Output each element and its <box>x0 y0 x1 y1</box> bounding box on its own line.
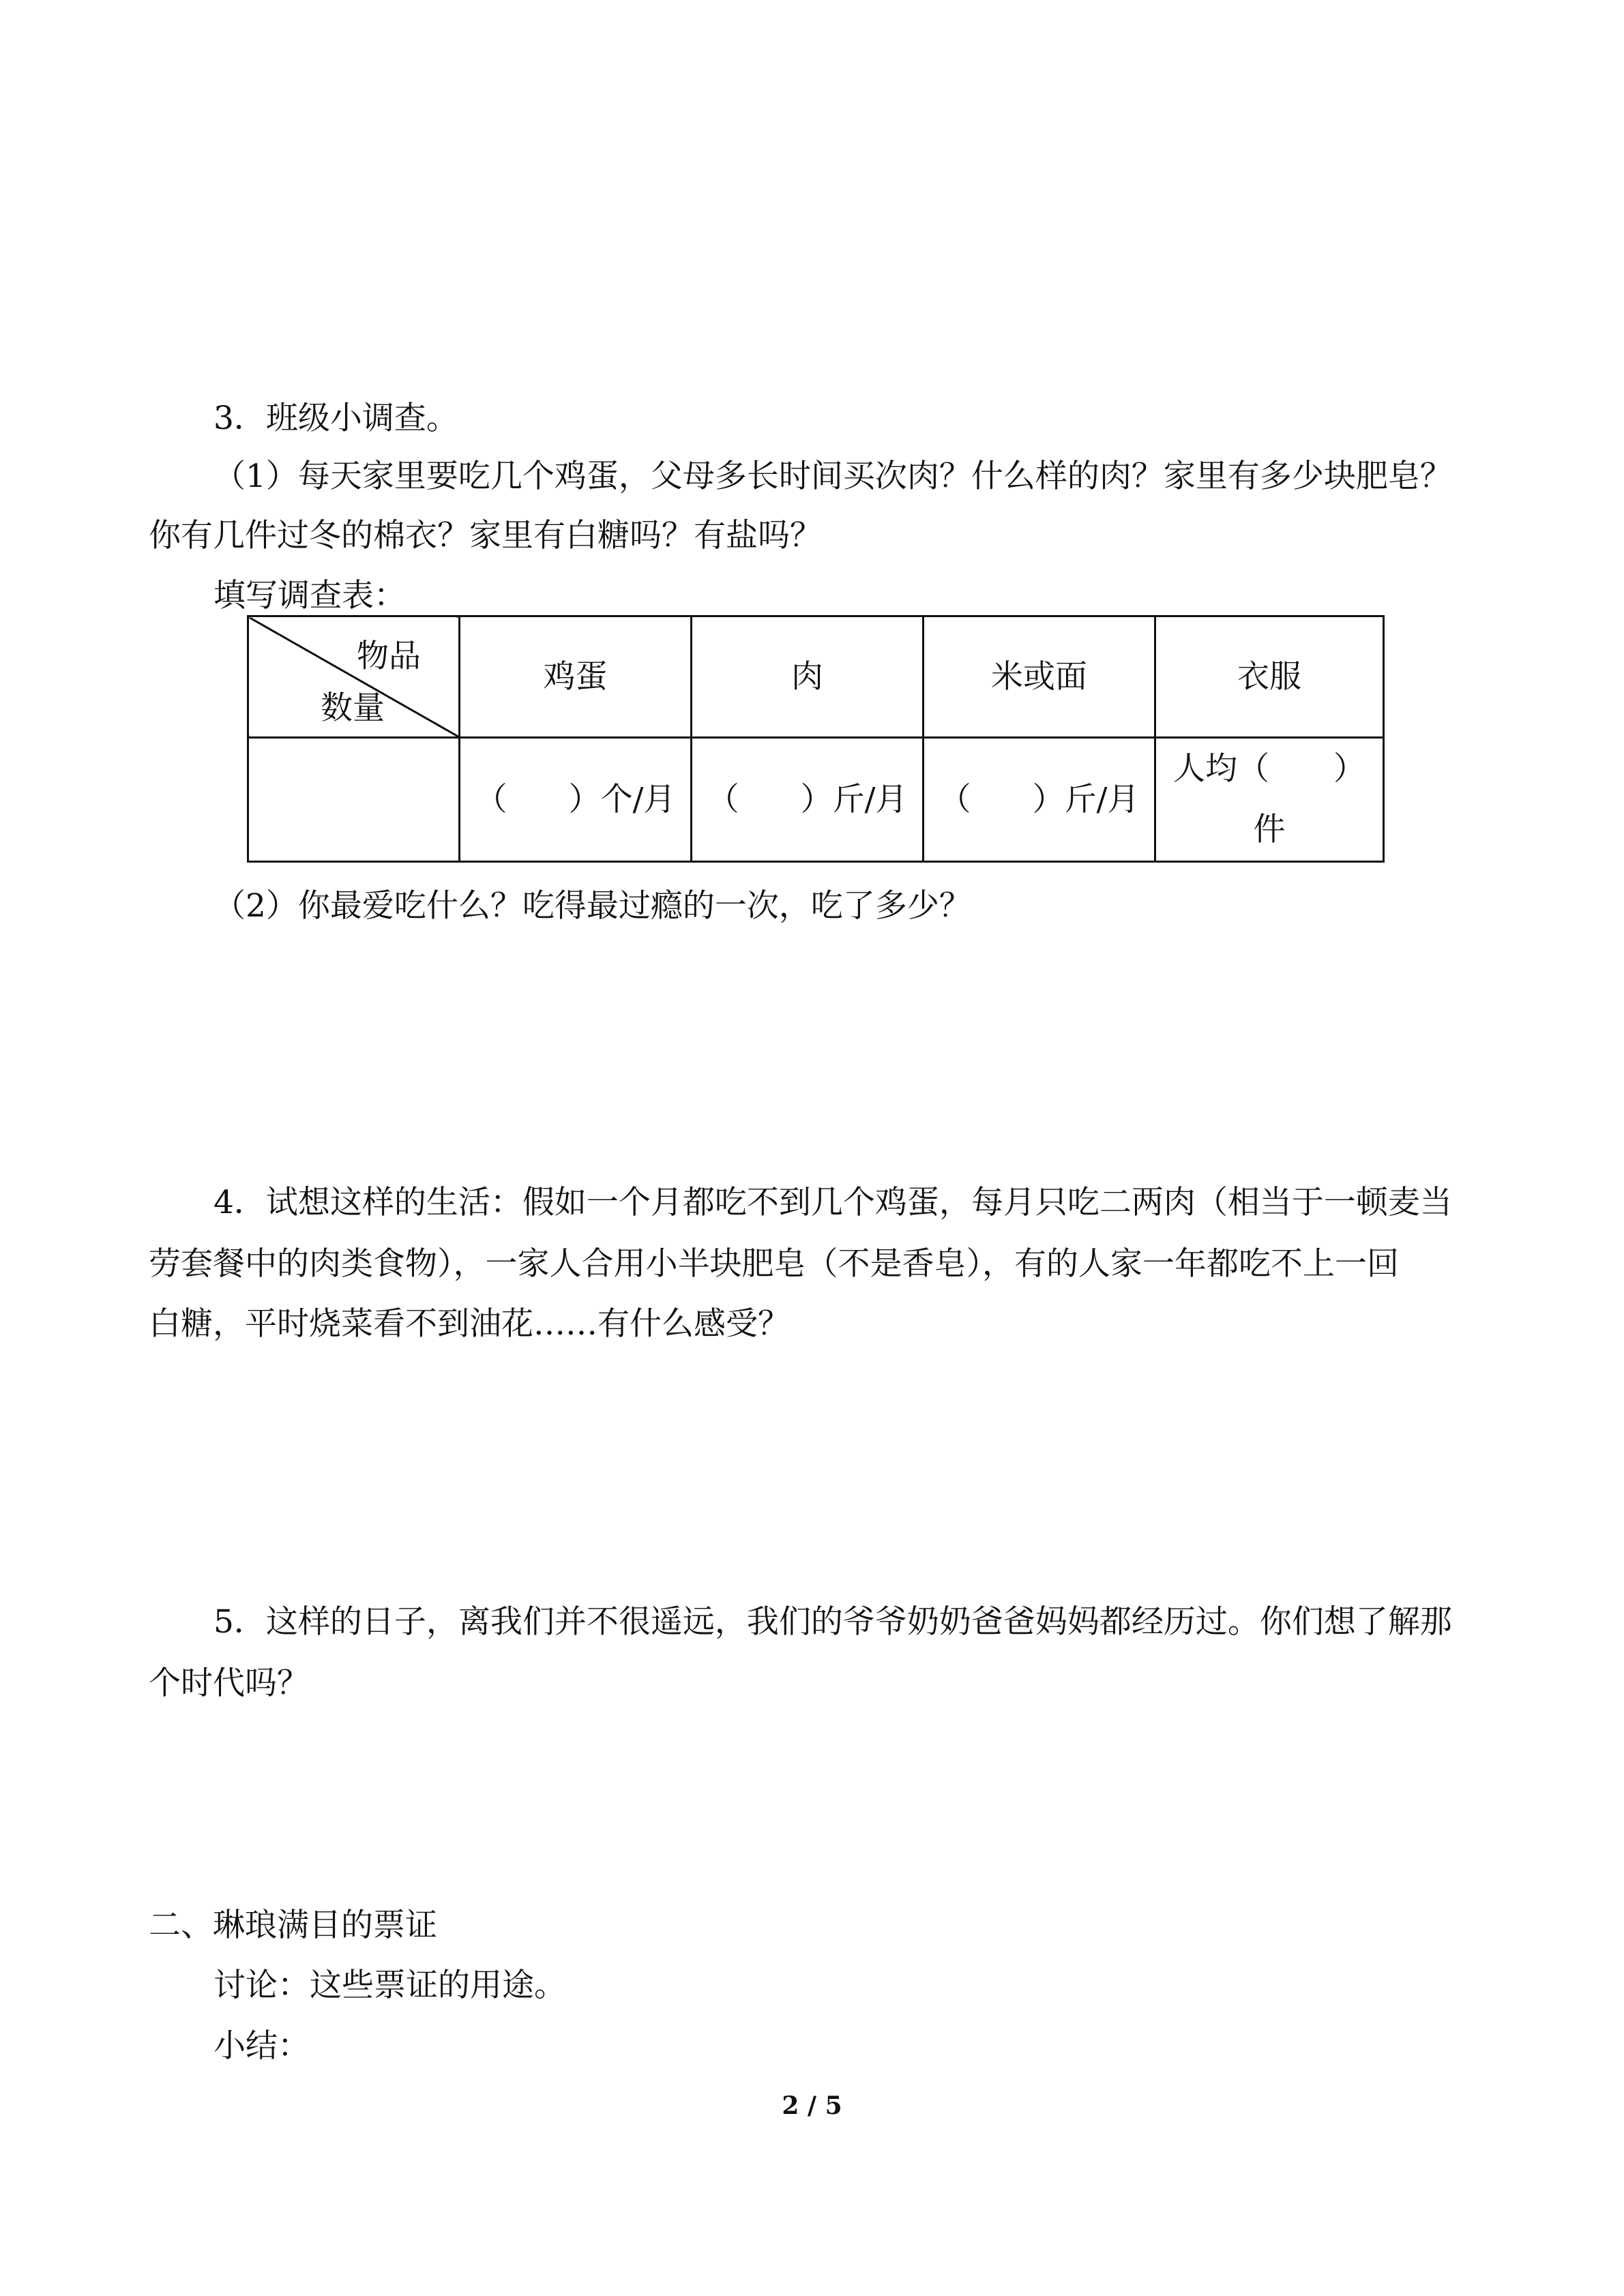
eggs-input-cell[interactable] <box>460 738 692 862</box>
survey-table <box>247 615 1385 863</box>
table-caption: 填写调查表： <box>213 577 406 614</box>
header-eggs: 鸡蛋 <box>460 616 692 738</box>
rice-flour-input-cell[interactable] <box>924 738 1155 862</box>
question-4-line1: 4．试想这样的生活：假如一个月都吃不到几个鸡蛋，每月只吃二两肉（相当于一顿麦当 <box>213 1184 1452 1221</box>
open-paren: （ <box>939 780 971 818</box>
table-header-row <box>248 616 1384 738</box>
page-number: 2 / 5 <box>782 2091 842 2120</box>
clothes-cell-line2: 件 <box>1253 811 1286 849</box>
meat-input-cell[interactable] <box>692 738 924 862</box>
question-4-line2: 劳套餐中的肉类食物），一家人合用小半块肥皂（不是香皂），有的人家一年都吃不上一回 <box>149 1245 1399 1283</box>
section-2-discussion: 讨论：这些票证的用途。 <box>213 1967 566 2004</box>
question-3-part1-line2: 你有几件过冬的棉衣？家里有白糖吗？有盐吗？ <box>149 517 822 554</box>
corner-label-quantity: 数量 <box>321 689 385 727</box>
question-4-line3: 白糖，平时烧菜看不到油花……有什么感受？ <box>149 1305 790 1343</box>
corner-label-items: 物品 <box>357 638 421 675</box>
question-5-line2: 个时代吗？ <box>149 1665 309 1702</box>
unit-label: ）个/月 <box>568 780 676 818</box>
question-3-title: 3．班级小调查。 <box>213 400 458 437</box>
question-5-line1: 5．这样的日子，离我们并不很遥远，我们的爷爷奶奶爸爸妈妈都经历过。你们想了解那 <box>213 1603 1452 1641</box>
clothes-input-cell[interactable] <box>1155 738 1384 862</box>
unit-label: ）斤/月 <box>1032 780 1140 818</box>
diagonal-header-cell <box>248 616 460 738</box>
row-label-cell <box>248 738 460 862</box>
open-paren: （ <box>475 780 507 818</box>
section-2-summary: 小结： <box>213 2027 310 2065</box>
header-rice-flour: 米或面 <box>924 616 1155 738</box>
unit-label: ）斤/月 <box>800 780 908 818</box>
question-3-part2: （2）你最爱吃什么？吃得最过瘾的一次，吃了多少？ <box>213 887 971 925</box>
question-3-part1-line1: （1）每天家里要吃几个鸡蛋，父母多长时间买次肉？什么样的肉？家里有多少块肥皂？ <box>213 458 1452 495</box>
header-clothes: 衣服 <box>1155 616 1384 738</box>
open-paren: （ <box>707 780 739 818</box>
header-meat: 肉 <box>692 616 924 738</box>
table-data-row <box>248 738 1384 862</box>
clothes-cell-line1: 人均（ ） <box>1173 750 1365 788</box>
section-2-title: 二、琳琅满目的票证 <box>149 1907 437 1944</box>
